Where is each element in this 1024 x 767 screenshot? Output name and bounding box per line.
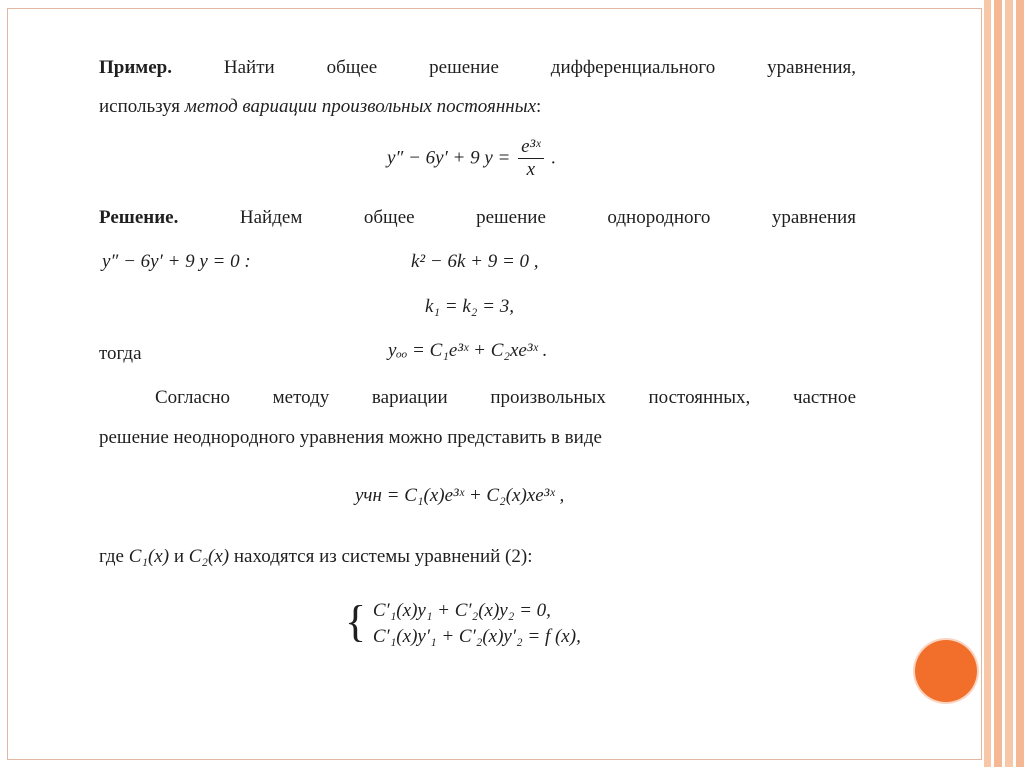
word: Согласно [155,387,231,408]
example-heading-line [99,57,856,79]
word: произвольных [490,387,606,408]
decorative-orange-circle [915,640,977,702]
method-line [99,96,541,118]
then-word: тогда [99,343,142,364]
fraction [518,136,544,181]
word: решение [476,207,546,228]
system-rows [373,598,581,650]
system-brace: { [345,597,367,646]
word: общее [363,207,415,228]
word: уравнения [771,207,856,228]
variation-paragraph-line [99,387,856,409]
word: постоянных, [648,387,751,408]
method-name: метод вариации произвольных постоянных [184,96,537,117]
fraction-denominator: x [526,159,536,180]
decorative-stripes [982,0,1024,767]
text: и [169,546,189,567]
word: общее [326,57,378,78]
solution-heading-line [99,207,856,229]
text: : [536,96,542,117]
equation-system [345,598,581,650]
text: находятся из системы уравнений (2): [229,546,533,567]
text: где [99,546,129,567]
characteristic-equation: k² − 6k + 9 = 0 , [411,251,539,272]
word: решение [429,57,499,78]
fraction-numerator: e³ˣ [518,136,544,159]
word: частное [792,387,856,408]
word: дифференциального [550,57,716,78]
c1-symbol: C₁(x) [128,546,170,567]
particular-solution-equation: yчн = C₁(x)e³ˣ + C₂(x)xe³ˣ , [355,485,565,506]
word: вариации [371,387,448,408]
word: однородного [607,207,711,228]
text: . [551,147,557,169]
general-solution-homogeneous: yₒₒ = C₁e³ˣ + C₂xe³ˣ . [388,340,548,361]
text: используя [99,96,185,117]
homogeneous-equation: y″ − 6y′ + 9 y = 0 : [102,251,251,272]
system-row-1: C′₁(x)y₁ + C′₂(x)y₂ = 0, [372,600,551,621]
word: Найти [223,57,275,78]
equation-lhs: y″ − 6y′ + 9 y = [387,147,511,169]
system-row-2: C′₁(x)y′₁ + C′₂(x)y′₂ = f (x), [372,626,581,647]
word: Найдем [239,207,303,228]
c2-symbol: C₂(x) [188,546,230,567]
roots-equation: k₁ = k₂ = 3, [425,296,514,317]
example-label: Пример. [99,57,172,78]
word: уравнения, [767,57,856,78]
solution-label: Решение. [99,207,179,228]
paragraph-line: решение неоднородного уравнения можно представить в виде [99,427,602,448]
word: методу [272,387,330,408]
equation-main [387,136,556,181]
system-intro-line [99,546,533,568]
